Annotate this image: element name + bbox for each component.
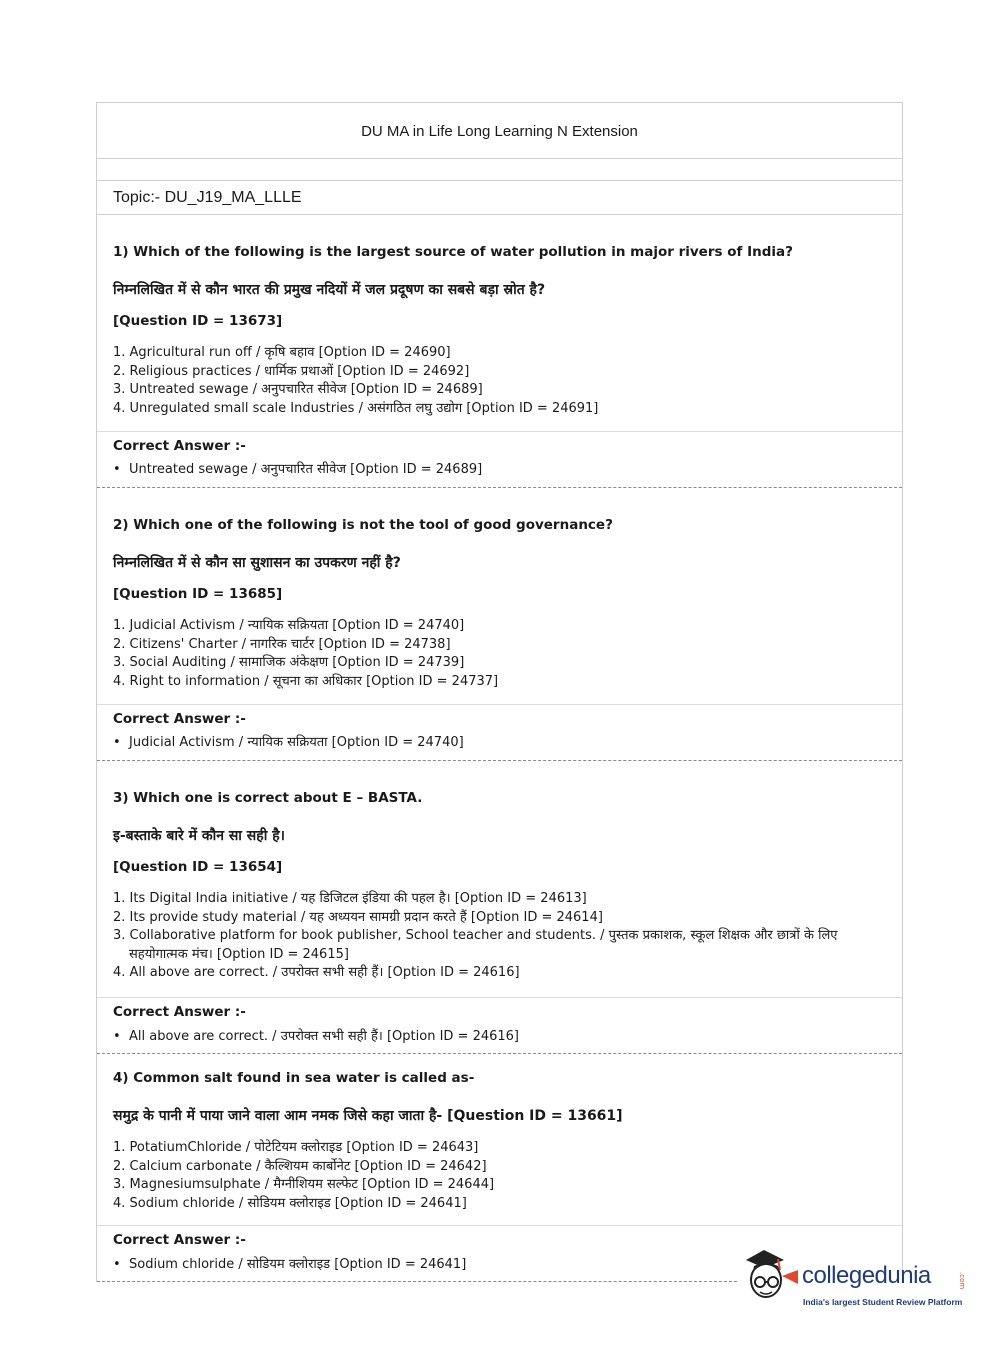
option-item: 3. Collaborative platform for book publisher, School teacher and students. / पुस्तक प्रकाशक, स्कूल शिक्षक और छात्रों के लिए सहयोगात्मक मंच। [Option ID = 24615] [113, 928, 838, 962]
option-item: 1. PotatiumChloride / पोटेटियम क्लोराइड [Option ID = 24643] [113, 1140, 479, 1155]
answer-divider [97, 704, 902, 705]
option-item: 4. Right to information / सूचना का अधिकार [Option ID = 24737] [113, 673, 499, 689]
option-item: 4. Unregulated small scale Industries / असंगठित लघु उद्योग [Option ID = 24691] [113, 400, 599, 416]
question-2-english: 2) Which one of the following is not the tool of good governance? [113, 517, 613, 533]
question-1-options [113, 344, 893, 418]
answer-divider [97, 431, 902, 432]
question-4-options [113, 1139, 893, 1213]
option-item: 3. Untreated sewage / अनुपचारित सीवेज [Option ID = 24689] [113, 382, 483, 397]
answer-divider [97, 1225, 902, 1226]
question-2-options [113, 617, 893, 691]
option-item: 1. Its Digital India initiative / यह डिजिटल इंडिया की पहल है। [Option ID = 24613] [113, 891, 587, 906]
option-item: 1. Judicial Activism / न्यायिक सक्रियता [Option ID = 24740] [113, 618, 465, 633]
correct-answer-value: • Untreated sewage / अनुपचारित सीवेज [Option ID = 24689] [113, 462, 483, 477]
question-4-hindi-with-id: समुद्र के पानी में पाया जाने वाला आम नमक जिसे कहा जाता है- [Question ID = 13661] [113, 1108, 623, 1124]
option-item: 3. Social Auditing / सामाजिक अंकेक्षण [Option ID = 24739] [113, 655, 465, 670]
option-item: 3. Magnesiumsulphate / मैग्नीशियम सल्फेट [Option ID = 24644] [113, 1177, 495, 1192]
question-3-id: [Question ID = 13654] [113, 859, 283, 875]
header-spacer [96, 159, 903, 181]
question-4-english: 4) Common salt found in sea water is called as- [113, 1070, 475, 1086]
correct-answer-value: • All above are correct. / उपरोक्त सभी सही हैं। [Option ID = 24616] [113, 1029, 519, 1044]
document-frame [96, 102, 903, 1282]
brand-name: collegedunia [802, 1262, 931, 1289]
question-1-english: 1) Which of the following is the largest source of water pollution in major rivers of India? [113, 244, 793, 260]
option-item: 4. Sodium chloride / सोडियम क्लोराइड [Option ID = 24641] [113, 1195, 467, 1211]
correct-answer-value: • Sodium chloride / सोडियम क्लोराइड [Option ID = 24641] [113, 1257, 467, 1272]
option-item: 4. All above are correct. / उपरोक्त सभी सही हैं। [Option ID = 24616] [113, 965, 520, 980]
correct-answer-value: • Judicial Activism / न्यायिक सक्रियता [Option ID = 24740] [113, 735, 464, 750]
question-divider [97, 1053, 902, 1054]
brand-suffix: .com [958, 1272, 966, 1290]
correct-answer-label: Correct Answer :- [113, 1232, 246, 1248]
question-1-hindi: निम्नलिखित में से कौन भारत की प्रमुख नदियों में जल प्रदूषण का सबसे बड़ा स्रोत है? [113, 282, 546, 298]
correct-answer-label: Correct Answer :- [113, 1004, 246, 1020]
topic-label: Topic:- DU_J19_MA_LLLE [96, 181, 903, 215]
question-3-hindi: इ-बस्ताके बारे में कौन सा सही है। [113, 828, 285, 844]
question-2-id: [Question ID = 13685] [113, 586, 283, 602]
option-item: 2. Religious practices / धार्मिक प्रथाओं [Option ID = 24692] [113, 363, 470, 379]
question-3-options [113, 890, 893, 983]
option-item: 1. Agricultural run off / कृषि बहाव [Option ID = 24690] [113, 345, 451, 360]
correct-answer-label: Correct Answer :- [113, 438, 246, 454]
brand-tagline: India's largest Student Review Platform [803, 1297, 963, 1307]
correct-answer-label: Correct Answer :- [113, 711, 246, 727]
question-divider [97, 760, 902, 761]
question-2-hindi: निम्नलिखित में से कौन सा सुशासन का उपकरण नहीं है? [113, 555, 401, 571]
option-item: 2. Citizens' Charter / नागरिक चार्टर [Option ID = 24738] [113, 636, 451, 652]
question-divider [97, 487, 902, 488]
question-1-id: [Question ID = 13673] [113, 313, 283, 329]
option-item: 2. Calcium carbonate / कैल्शियम कार्बोनेट [Option ID = 24642] [113, 1158, 487, 1174]
document-title: DU MA in Life Long Learning N Extension [96, 102, 903, 159]
answer-divider [97, 997, 902, 998]
option-item: 2. Its provide study material / यह अध्ययन सामग्री प्रदान करते हैं [Option ID = 24614] [113, 909, 603, 925]
question-3-english: 3) Which one is correct about E – BASTA. [113, 790, 423, 806]
question-divider [97, 1281, 737, 1282]
